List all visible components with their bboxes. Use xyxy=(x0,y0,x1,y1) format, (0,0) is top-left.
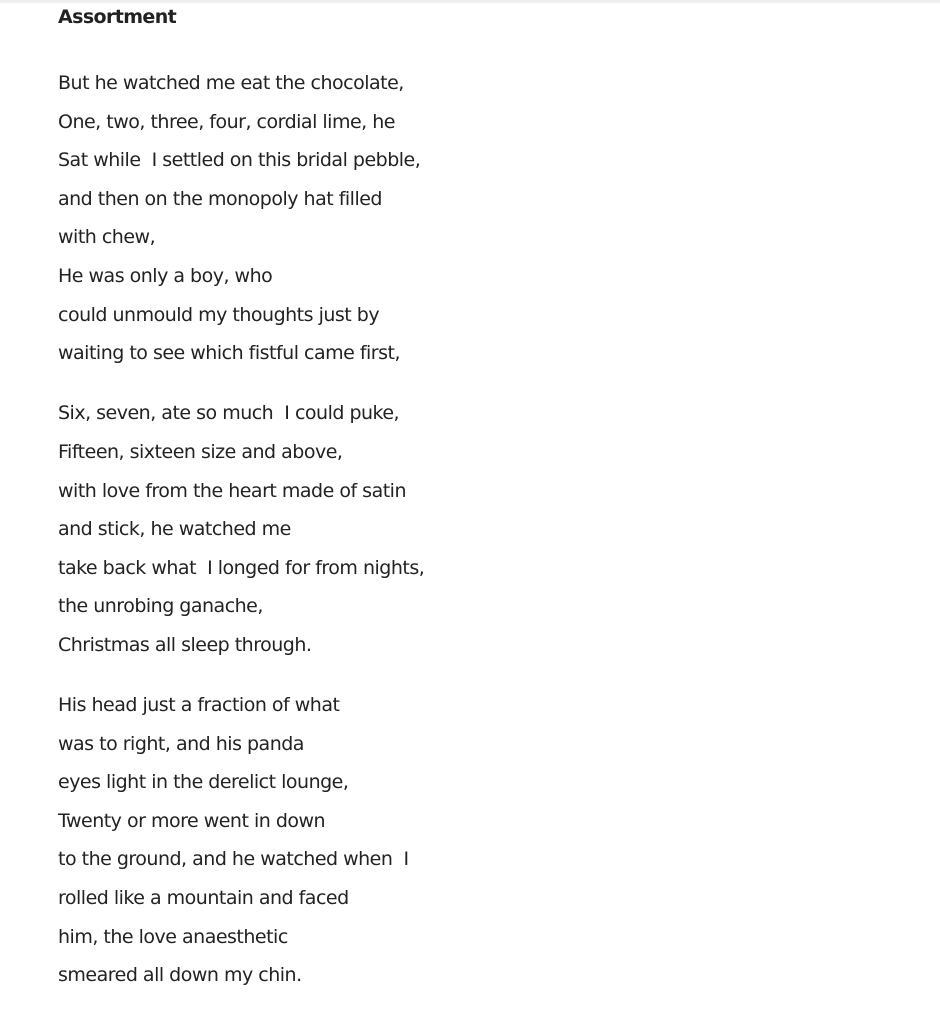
top-divider xyxy=(0,0,940,3)
poem-line: waiting to see which fistful came first, xyxy=(58,342,401,365)
stanzas xyxy=(58,64,918,995)
poem-line: Fifteen, sixteen size and above, xyxy=(58,440,343,463)
stanza-1 xyxy=(58,64,918,373)
poem-line: with love from the heart made of satin xyxy=(58,479,406,502)
poem xyxy=(58,4,918,1016)
poem-line: smeared all down my chin. xyxy=(58,964,302,987)
poem-line: Twenty or more went in down xyxy=(58,809,326,832)
poem-line: to the ground, and he watched when I xyxy=(58,848,409,871)
poem-line: the unrobing ganache, xyxy=(58,595,263,618)
poem-line: Six, seven, ate so much I could puke, xyxy=(58,402,400,425)
poem-line: him, the love anaesthetic xyxy=(58,925,288,948)
poem-line: One, two, three, four, cordial lime, he xyxy=(58,110,395,133)
poem-line: But he watched me eat the chocolate, xyxy=(58,72,404,94)
poem-line: Christmas all sleep through. xyxy=(58,633,312,656)
poem-line: rolled like a mountain and faced xyxy=(58,887,349,910)
poem-line: with chew, xyxy=(58,226,156,249)
poem-line: and stick, he watched me xyxy=(58,518,291,541)
poem-line: could unmould my thoughts just by xyxy=(58,303,380,326)
poem-line: take back what I longed for from nights, xyxy=(58,556,425,579)
poem-line: His head just a fraction of what xyxy=(58,694,340,717)
poem-line: eyes light in the derelict lounge, xyxy=(58,771,349,794)
poem-line: He was only a boy, who xyxy=(58,264,273,287)
poem-line: was to right, and his panda xyxy=(58,732,304,755)
poem-title: Assortment xyxy=(58,6,177,28)
stanza-2 xyxy=(58,394,918,664)
poem-line: Sat while I settled on this bridal pebble, xyxy=(58,149,421,172)
stanza-3 xyxy=(58,686,918,995)
poem-line: and then on the monopoly hat filled xyxy=(58,187,382,210)
